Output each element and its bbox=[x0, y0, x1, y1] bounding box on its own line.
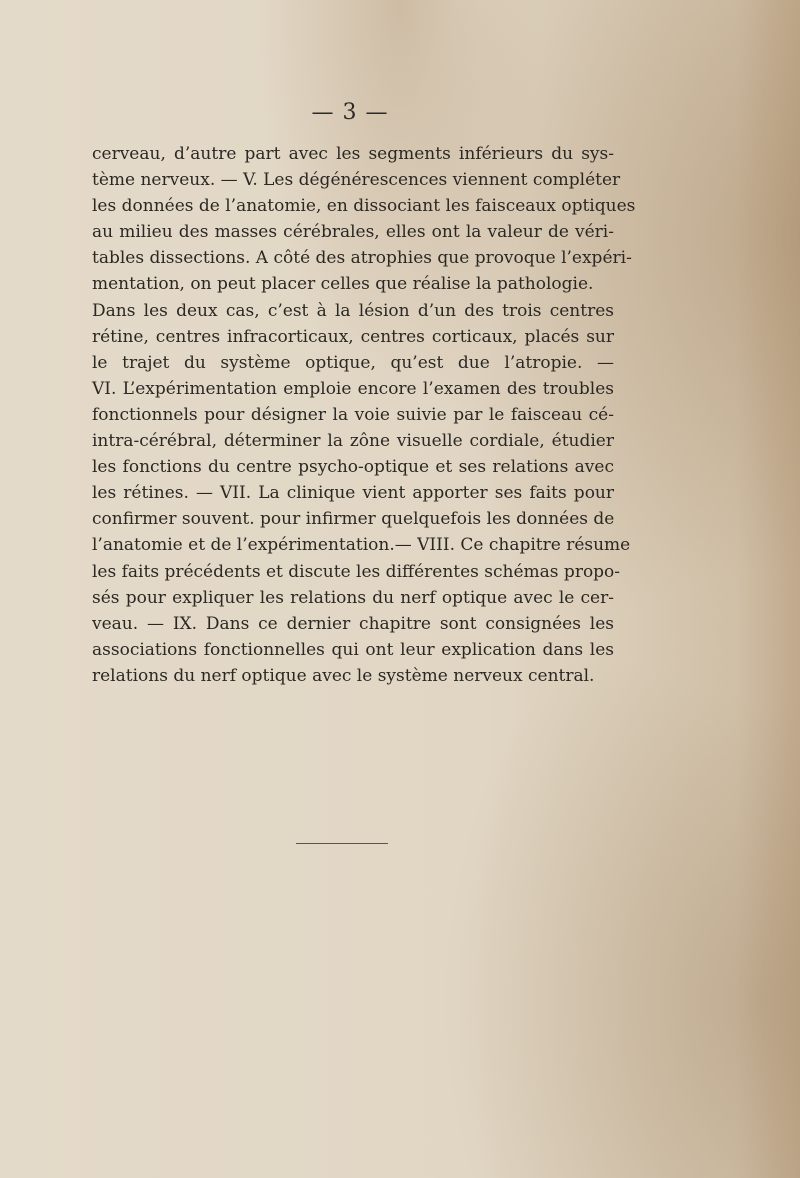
separator-rule bbox=[296, 843, 388, 844]
text-line-2: tème nerveux. — V. Les dégénérescences viennent compléter bbox=[92, 170, 621, 191]
text-line-9: le trajet du système optique, qu’est due l’atropie. — bbox=[92, 352, 614, 373]
text-line-8: rétine, centres infracorticaux, centres corticaux, placés sur bbox=[92, 326, 614, 347]
text-line-3: les données de l’anatomie, en dissociant les faisceaux optiques bbox=[92, 196, 636, 217]
text-line-18: sés pour expliquer les relations du nerf optique avec le cer- bbox=[92, 587, 614, 608]
text-line-10: VI. L’expérimentation emploie encore l’examen des troubles bbox=[92, 378, 614, 399]
text-line-4: au milieu des masses cérébrales, elles ont la valeur de véri- bbox=[92, 222, 614, 243]
text-line-15: confirmer souvent. pour infirmer quelquefois les données de bbox=[92, 509, 615, 530]
page-number: — 3 — bbox=[311, 100, 389, 125]
text-line-12: intra-cérébral, déterminer la zône visuelle cordiale, étudier bbox=[92, 431, 614, 452]
text-line-13: les fonctions du centre psycho-optique et ses relations avec bbox=[92, 457, 614, 478]
body-paragraph bbox=[92, 141, 636, 689]
text-line-14: les rétines. — VII. La clinique vient apporter ses faits pour bbox=[92, 483, 614, 504]
text-line-7: Dans les deux cas, c’est à la lésion d’un des trois centres bbox=[92, 300, 614, 321]
text-line-19: veau. — IX. Dans ce dernier chapitre sont consignées les bbox=[92, 613, 614, 634]
text-line-1: cerveau, d’autre part avec les segments inférieurs du sys- bbox=[92, 144, 614, 164]
text-line-17: les faits précédents et discute les différentes schémas propo- bbox=[92, 561, 621, 582]
text-line-6: mentation, on peut placer celles que réalise la pathologie. bbox=[92, 274, 594, 295]
text-line-21: relations du nerf optique avec le système nerveux central. bbox=[92, 665, 595, 686]
text-line-5: tables dissections. A côté des atrophies que provoque l’expéri- bbox=[92, 248, 632, 269]
text-line-11: fonctionnels pour désigner la voie suivie par le faisceau cé- bbox=[92, 404, 614, 425]
text-line-16: l’anatomie et de l’expérimentation.— VIII. Ce chapitre résume bbox=[92, 535, 631, 556]
text-line-20: associations fonctionnelles qui ont leur explication dans les bbox=[92, 639, 614, 660]
